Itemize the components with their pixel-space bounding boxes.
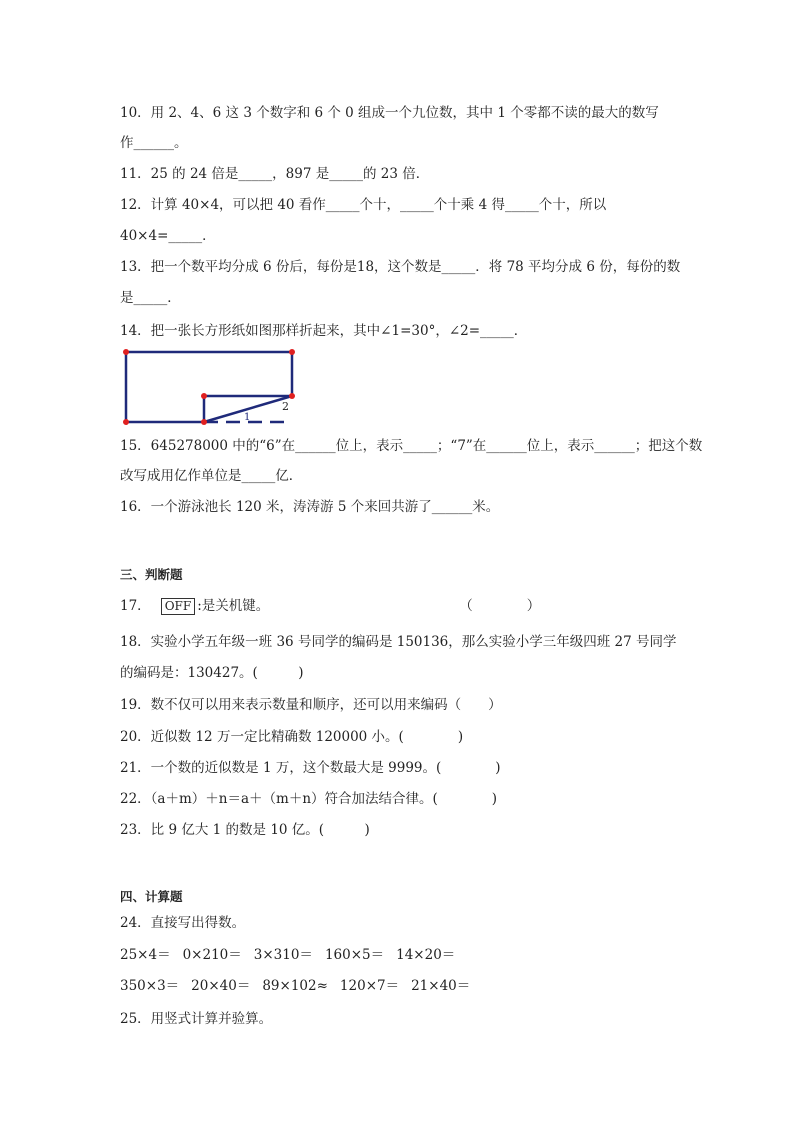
corner-point (123, 419, 129, 425)
q25: 25．用竖式计算并验算。 (120, 1011, 273, 1027)
q20: 20．近似数 12 万一定比精确数 120000 小。( ) (120, 729, 464, 745)
corner-point (201, 393, 207, 399)
corner-point (123, 349, 129, 355)
calc-item: 3×310＝ (253, 947, 313, 963)
calc-section-title: 四、计算题 (120, 889, 183, 904)
q18-line1: 18．实验小学五年级一班 36 号同学的编码是 150136，那么实验小学三年级四班 27 号同学 (120, 634, 677, 650)
q10-line1: 10．用 2、4、6 这 3 个数字和 6 个 0 组成一个九位数，其中 1 个零都不读的最大的数写 (120, 105, 659, 121)
q17-answer-paren: （ ） (459, 598, 541, 614)
q17-text: :是关机键。 (197, 598, 270, 614)
calc-item: 89×102≈ (262, 978, 328, 994)
q17-number: 17． (120, 598, 151, 614)
q12-line1: 12．计算 40×4，可以把 40 看作_____个十，_____个十乘 4 得_____个十，所以 (120, 197, 607, 213)
folded-rectangle-figure (116, 344, 308, 430)
calc-item: 20×40＝ (191, 978, 251, 994)
corner-point (201, 419, 207, 425)
q17 (120, 597, 540, 615)
q16: 16．一个游泳池长 120 米，涛涛游 5 个来回共游了______米。 (120, 499, 500, 515)
judge-section-title: 三、判断题 (120, 567, 183, 582)
calc-item: 25×4＝ (120, 947, 171, 963)
angle-1-label: 1 (244, 412, 251, 423)
q13-line2: 是_____． (120, 290, 181, 306)
q18-line2: 的编码是：130427。( ) (120, 665, 304, 681)
calc-item: 350×3＝ (120, 978, 180, 994)
off-key-box: OFF (161, 598, 196, 615)
q21: 21．一个数的近似数是 1 万，这个数最大是 9999。( ) (120, 760, 501, 776)
q22: 22．（a＋m）＋n＝a＋（m＋n）符合加法结合律。( ) (120, 791, 498, 807)
q10-line2: 作______。 (120, 135, 188, 151)
calc-row-2 (120, 977, 470, 995)
q11: 11．25 的 24 倍是_____，897 是_____的 23 倍． (120, 166, 430, 182)
calc-item: 0×210＝ (182, 947, 242, 963)
corner-point (289, 393, 295, 399)
calc-row-1 (120, 946, 455, 964)
q19: 19．数不仅可以用来表示数量和顺序，还可以用来编码（ ） (120, 697, 502, 713)
calc-item: 14×20＝ (396, 947, 456, 963)
q14: 14．把一张长方形纸如图那样折起来，其中∠1=30°，∠2=_____． (120, 323, 528, 339)
q13-line1: 13．把一个数平均分成 6 份后，每份是18，这个数是_____．将 78 平均分成 6 份，每份的数 (120, 259, 681, 275)
calc-item: 120×7＝ (339, 978, 400, 994)
corner-point (289, 349, 295, 355)
q15-line1: 15．645278000 中的“6”在______位上，表示_____；“7”在______位上，表示______；把这个数 (120, 438, 703, 454)
calc-item: 21×40＝ (411, 978, 471, 994)
q12-line2: 40×4=_____． (120, 228, 216, 244)
calc-item: 160×5＝ (324, 947, 385, 963)
q15-line2: 改写成用亿作单位是_____亿． (120, 468, 303, 484)
q23: 23．比 9 亿大 1 的数是 10 亿。( ) (120, 822, 370, 838)
angle-2-label: 2 (282, 400, 289, 413)
q24: 24．直接写出得数。 (120, 915, 246, 931)
